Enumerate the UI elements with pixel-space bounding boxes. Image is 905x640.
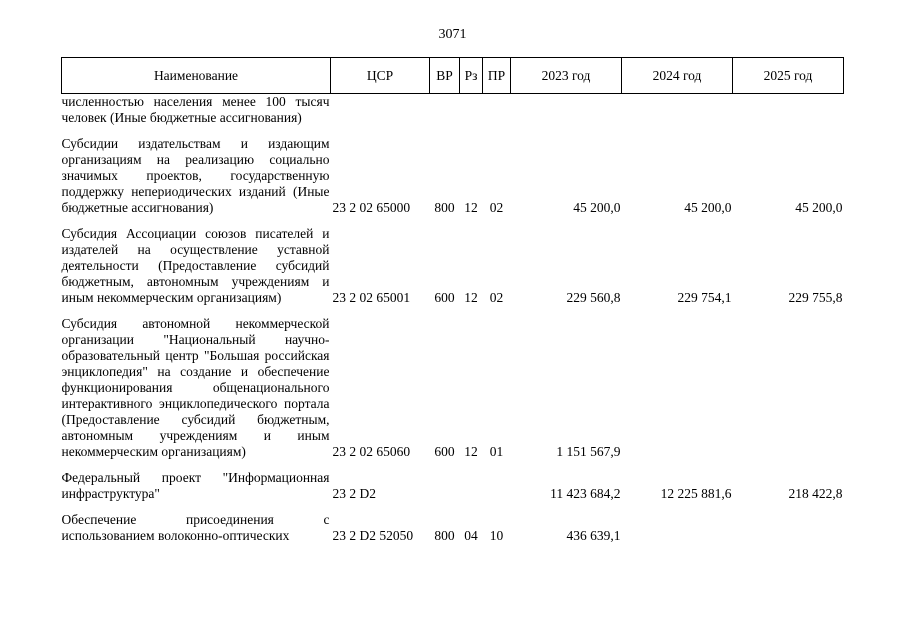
row-2025 <box>733 316 844 460</box>
row-2025 <box>733 94 844 127</box>
row-2024: 229 754,1 <box>677 290 732 305</box>
row-csr: 23 2 02 65000 <box>332 200 411 215</box>
row-rz: 04 <box>464 528 478 543</box>
row-2024 <box>622 512 733 544</box>
row-2024: 12 225 881,6 <box>660 486 732 501</box>
row-name: Субсидия автономной некоммерческой организации "Национальный научно-образовательный центр "Большая российская энциклопедия" на создание и обеспечение функционирования общенационального интерактивного энциклопедического портала (Предоставление субсидий бюджетным, автономным учреждениям и иным некоммерческим организациям) <box>61 316 330 459</box>
table-row <box>62 226 844 306</box>
row-csr: 23 2 D2 52050 <box>332 528 414 543</box>
row-pr: 02 <box>489 200 504 215</box>
row-spacer <box>62 502 844 512</box>
header-2025: 2025 год <box>733 58 844 94</box>
row-2025: 45 200,0 <box>795 200 843 215</box>
row-spacer <box>62 216 844 226</box>
row-2023: 1 151 567,9 <box>556 444 621 459</box>
table-row <box>62 316 844 460</box>
row-rz: 12 <box>464 200 478 215</box>
row-2023 <box>511 94 622 127</box>
row-spacer <box>62 306 844 316</box>
table-row <box>62 136 844 216</box>
row-csr: 23 2 D2 <box>332 486 376 501</box>
row-rz: 12 <box>464 444 478 459</box>
header-vr: ВР <box>430 58 460 94</box>
row-name: численностью населения менее 100 тысяч человек (Иные бюджетные ассигнования) <box>61 94 330 125</box>
row-name: Субсидии издательствам и издающим организациям на реализацию социально значимых проектов, государственную поддержку непериодических изданий (Иные бюджетные ассигнования) <box>61 136 330 215</box>
row-name: Федеральный проект "Информационная инфраструктура" <box>61 470 330 501</box>
row-2023: 11 423 684,2 <box>550 486 621 501</box>
table-row <box>62 94 844 127</box>
table-header-row <box>62 58 844 94</box>
row-2025: 218 422,8 <box>788 486 843 501</box>
header-rz: Рз <box>460 58 483 94</box>
row-vr: 600 <box>434 444 455 459</box>
header-name: Наименование <box>62 58 331 94</box>
row-rz: 12 <box>464 290 478 305</box>
row-2023: 45 200,0 <box>573 200 621 215</box>
header-pr: ПР <box>483 58 511 94</box>
row-pr: 01 <box>489 444 504 459</box>
row-2024: 45 200,0 <box>684 200 732 215</box>
row-pr: 02 <box>489 290 504 305</box>
row-csr: 23 2 02 65001 <box>332 290 411 305</box>
row-rz <box>460 94 483 127</box>
page-number: 3071 <box>438 27 467 42</box>
row-pr <box>483 470 511 502</box>
row-vr: 800 <box>434 528 455 543</box>
row-2023: 436 639,1 <box>566 528 621 543</box>
row-vr <box>430 470 460 502</box>
row-2023: 229 560,8 <box>566 290 621 305</box>
header-2024: 2024 год <box>622 58 733 94</box>
row-spacer <box>62 126 844 136</box>
table-row <box>62 512 844 544</box>
header-csr: ЦСР <box>331 58 430 94</box>
row-csr <box>331 94 430 127</box>
row-vr: 800 <box>434 200 455 215</box>
row-spacer <box>62 460 844 470</box>
table-row <box>62 470 844 502</box>
row-2024 <box>622 94 733 127</box>
row-name: Обеспечение присоединения с использованием волоконно-оптических <box>61 512 330 543</box>
row-name: Субсидия Ассоциации союзов писателей и издателей на осуществление уставной деятельности (Предоставление субсидий бюджетным, автономным учреждениям и иным некоммерческим организациям) <box>61 226 330 305</box>
row-csr: 23 2 02 65060 <box>332 444 411 459</box>
row-2024 <box>622 316 733 460</box>
row-vr <box>430 94 460 127</box>
budget-table <box>61 57 844 544</box>
row-rz <box>460 470 483 502</box>
row-pr <box>483 94 511 127</box>
row-2025 <box>733 512 844 544</box>
row-pr: 10 <box>489 528 504 543</box>
header-2023: 2023 год <box>511 58 622 94</box>
row-vr: 600 <box>434 290 455 305</box>
row-2025: 229 755,8 <box>788 290 843 305</box>
